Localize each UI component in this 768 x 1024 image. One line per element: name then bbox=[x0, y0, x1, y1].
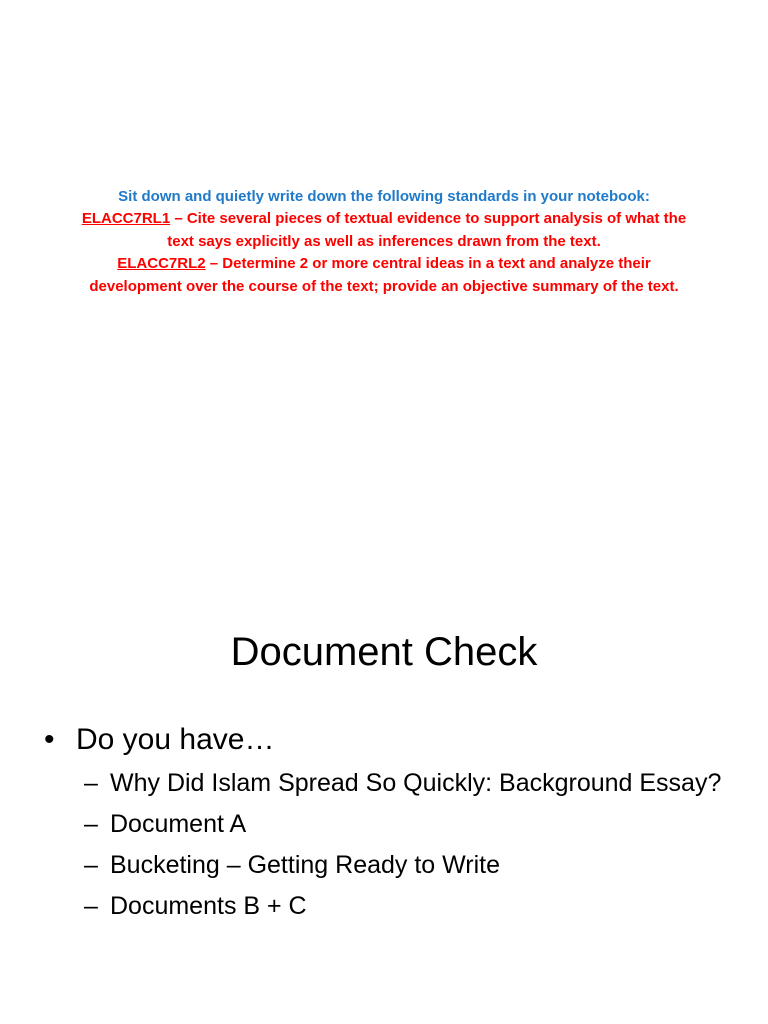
standard-2-line-1 bbox=[40, 253, 728, 275]
dash-icon: – bbox=[84, 810, 98, 838]
standard-2-text-2: development over the course of the text; provide an objective summary of the text. bbox=[89, 277, 679, 295]
standard-1-text-2: text says explicitly as well as inferences drawn from the text. bbox=[167, 232, 601, 250]
standards-block bbox=[40, 186, 728, 298]
list-item bbox=[84, 889, 724, 924]
dash-icon: – bbox=[84, 851, 98, 879]
standard-2-code: ELACC7RL2 bbox=[117, 255, 206, 273]
document-list bbox=[84, 766, 724, 930]
list-item-text: Why Did Islam Spread So Quickly: Background Essay? bbox=[110, 769, 722, 797]
standards-intro: Sit down and quietly write down the following standards in your notebook: bbox=[118, 188, 650, 205]
standard-2-text-1: – Determine 2 or more central ideas in a text and analyze their bbox=[205, 255, 651, 273]
list-item bbox=[84, 766, 724, 801]
list-item bbox=[84, 848, 724, 883]
list-item-text: Document A bbox=[110, 810, 247, 838]
bullet-text: Do you have… bbox=[76, 723, 275, 756]
dash-icon: – bbox=[84, 892, 98, 920]
slide-title: Document Check bbox=[230, 630, 538, 674]
list-item-text: Bucketing – Getting Ready to Write bbox=[110, 851, 501, 879]
dash-icon: – bbox=[84, 769, 98, 797]
standard-1-code: ELACC7RL1 bbox=[81, 210, 171, 228]
bullet-do-you-have bbox=[44, 722, 274, 758]
slide-document-check bbox=[0, 512, 768, 1024]
list-item bbox=[84, 807, 724, 842]
list-item-text: Documents B + C bbox=[110, 892, 307, 920]
standard-1-text-1: – Cite several pieces of textual evidence to support analysis of what the bbox=[170, 210, 687, 228]
bullet-dot-icon: • bbox=[44, 723, 55, 756]
standard-1-line-1 bbox=[40, 208, 728, 230]
